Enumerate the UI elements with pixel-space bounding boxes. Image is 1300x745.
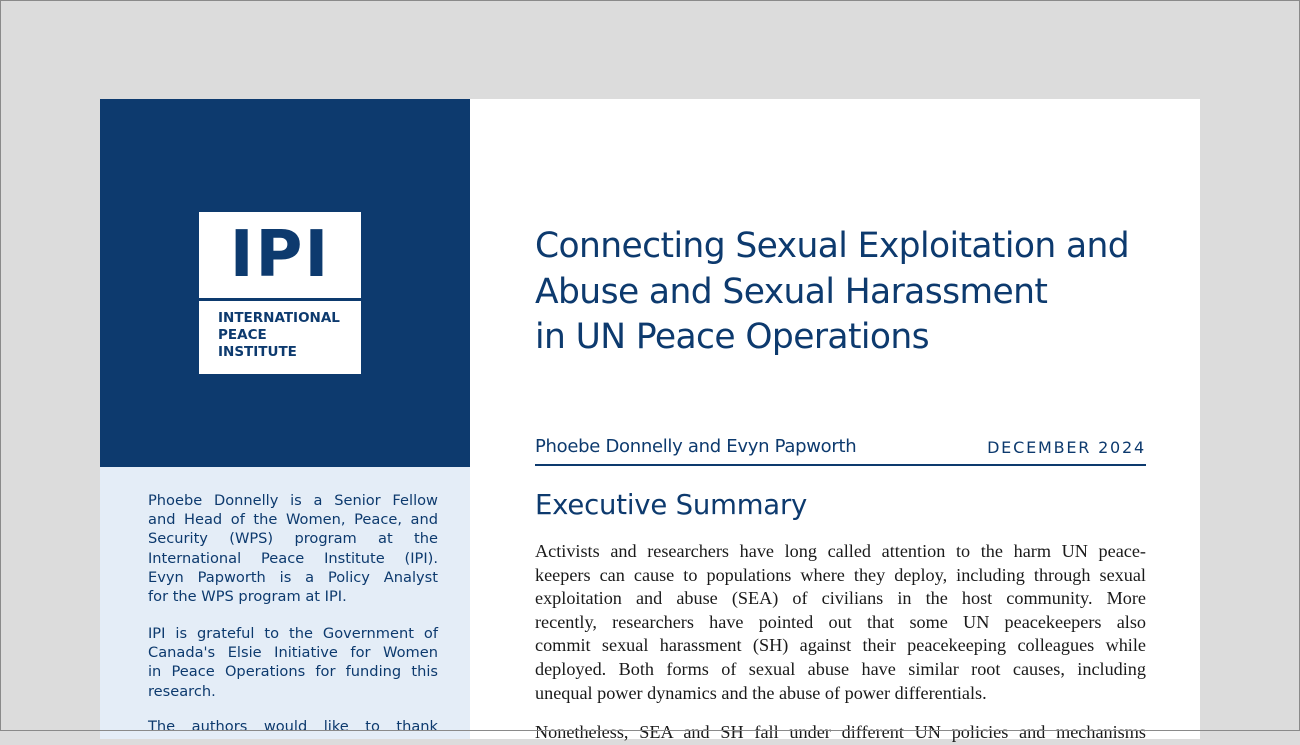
summary-paragraph-2 bbox=[535, 721, 1146, 745]
report-date: DECEMBER 2024 bbox=[987, 438, 1146, 457]
title-line: Abuse and Sexual Harassment bbox=[535, 271, 1048, 312]
bio-line: Security (WPS) program at the bbox=[148, 530, 438, 548]
acknowledgement-line: The authors would like to thank bbox=[148, 718, 438, 735]
sidebar-header-panel bbox=[100, 99, 470, 467]
funding-line: Canada's Elsie Initiative for Women bbox=[148, 644, 438, 662]
ipi-logo bbox=[199, 212, 361, 374]
report-title bbox=[535, 224, 1185, 361]
title-line: Connecting Sexual Exploitation and bbox=[535, 226, 1130, 266]
logo-mark: IPI bbox=[229, 218, 331, 292]
logo-line-3: INSTITUTE bbox=[218, 344, 297, 360]
body-line: keepers can cause to populations where they deploy, including through sexual bbox=[535, 564, 1146, 585]
report-authors: Phoebe Donnelly and Evyn Papworth bbox=[535, 436, 857, 457]
bio-line: for the WPS program at IPI. bbox=[148, 588, 347, 606]
body-line: unequal power dynamics and the abuse of power differentials. bbox=[535, 682, 987, 703]
funding-line: research. bbox=[148, 682, 216, 700]
logo-line-1: INTERNATIONAL bbox=[218, 310, 340, 326]
body-line: recently, researchers have pointed out that some UN peacekeepers also bbox=[535, 611, 1146, 632]
title-line: in UN Peace Operations bbox=[535, 317, 930, 357]
bio-line: Phoebe Donnelly is a Senior Fellow bbox=[148, 492, 438, 509]
funding-paragraph bbox=[148, 624, 438, 701]
body-line: deployed. Both forms of sexual abuse have similar root causes, including bbox=[535, 658, 1146, 679]
funding-line: in Peace Operations for funding this bbox=[148, 663, 438, 681]
body-line: Activists and researchers have long called attention to the harm UN peace- bbox=[535, 541, 1146, 561]
bio-line: International Peace Institute (IPI). bbox=[148, 549, 438, 567]
bio-line: Evyn Papworth is a Policy Analyst bbox=[148, 568, 438, 586]
body-line: commit sexual harassment (SH) against their peacekeeping colleagues while bbox=[535, 635, 1146, 656]
report-page bbox=[100, 99, 1200, 742]
acknowledgement-paragraph bbox=[148, 717, 438, 736]
logo-line-2: PEACE bbox=[218, 327, 267, 343]
bio-line: and Head of the Women, Peace, and bbox=[148, 511, 438, 529]
author-bio-paragraph bbox=[148, 491, 438, 606]
summary-paragraph-1 bbox=[535, 540, 1146, 705]
byline-divider bbox=[535, 464, 1146, 466]
body-line: exploitation and abuse (SEA) of civilians in the host community. More bbox=[535, 588, 1146, 609]
funding-line: IPI is grateful to the Government of bbox=[148, 625, 438, 642]
sidebar-notes-panel bbox=[100, 467, 470, 739]
body-line: Nonetheless, SEA and SH fall under different UN policies and mechanisms bbox=[535, 722, 1146, 742]
logo-divider bbox=[199, 298, 361, 301]
section-heading: Executive Summary bbox=[535, 489, 808, 521]
